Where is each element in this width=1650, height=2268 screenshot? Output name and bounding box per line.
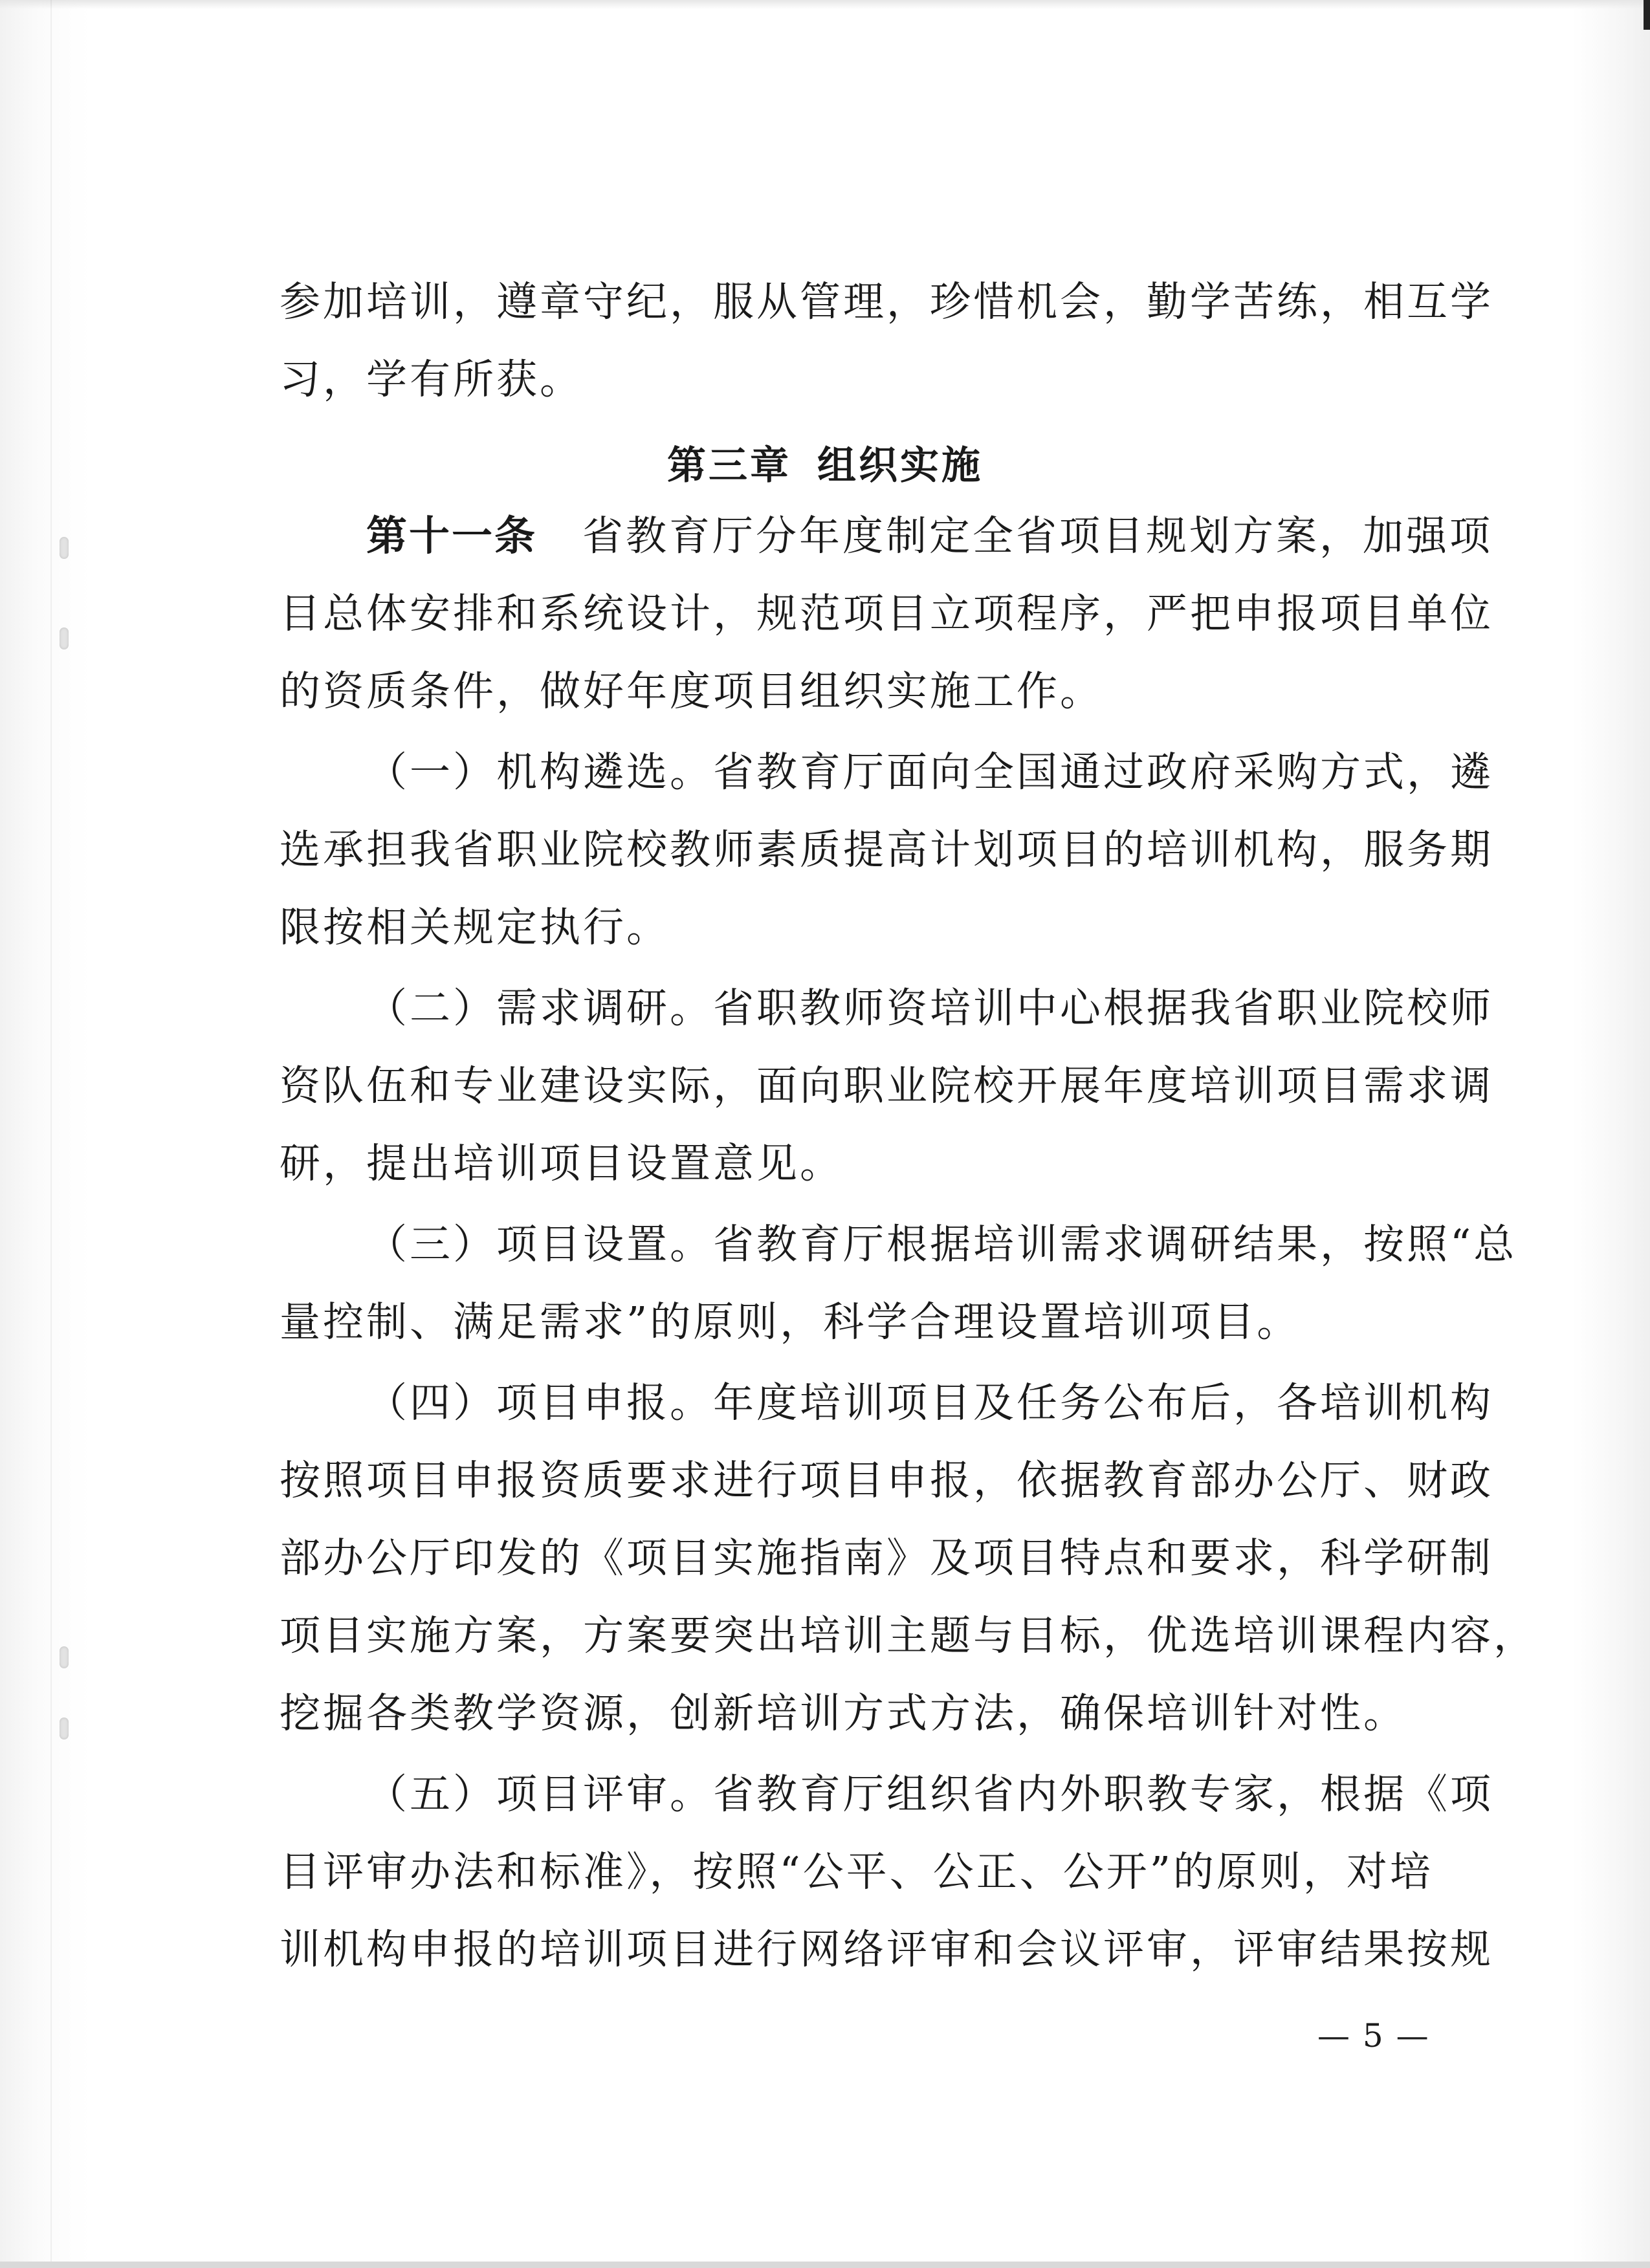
text-line: 目总体安排和系统设计，规范项目立项程序，严把申报项目单位: [280, 590, 1493, 637]
scan-top-shadow: [0, 0, 1650, 9]
text-line: 按照项目申报资质要求进行项目申报，依据教育部办公厅、财政: [280, 1457, 1493, 1504]
text-line: 资队伍和专业建设实际，面向职业院校开展年度培训项目需求调: [280, 1062, 1493, 1109]
scan-bottom-edge: [0, 2262, 1650, 2268]
binding-hole: [60, 1717, 69, 1739]
item-first-line: （二）需求调研。省职教师资培训中心根据我省职业院校师: [366, 985, 1493, 1032]
chapter-number: 第三章: [667, 443, 791, 488]
text-line: 选承担我省职业院校教师素质提高计划项目的培训机构，服务期: [280, 826, 1493, 873]
text-line: 部办公厅印发的《项目实施指南》及项目特点和要求，科学研制: [280, 1534, 1493, 1582]
text-line: 训机构申报的培训项目进行网络评审和会议评审，评审结果按规: [280, 1926, 1493, 1973]
binding-crease: [50, 0, 52, 2268]
text-line: 习，学有所获。: [280, 356, 583, 403]
article-first-line: [366, 514, 1570, 558]
binding-hole: [60, 537, 69, 559]
text-line: 项目实施方案，方案要突出培训主题与目标，优选培训课程内容，: [280, 1612, 1537, 1659]
text-line: 参加培训，遵章守纪，服从管理，珍惜机会，勤学苦练，相互学: [280, 278, 1493, 325]
chapter-name: 组织实施: [817, 443, 983, 488]
binding-hole: [60, 1646, 69, 1668]
text-line: 研，提出培训项目设置意见。: [280, 1140, 843, 1187]
scan-corner-mark: [1644, 0, 1650, 30]
item-first-line: （四）项目申报。年度培训项目及任务公布后，各培训机构: [366, 1379, 1493, 1426]
chapter-heading: [0, 435, 1650, 490]
item-first-line: （三）项目设置。省教育厅根据培训需求调研结果，按照“总: [366, 1221, 1517, 1268]
article-text: 省教育厅分年度制定全省项目规划方案，加强项: [582, 512, 1493, 560]
binding-hole: [60, 627, 69, 649]
text-line: 限按相关规定执行。: [280, 904, 670, 951]
item-first-line: （五）项目评审。省教育厅组织省内外职教专家，根据《项: [366, 1771, 1493, 1818]
article-label: 第十一条: [366, 512, 537, 560]
text-line: 挖掘各类教学资源，创新培训方式方法，确保培训针对性。: [280, 1690, 1407, 1737]
item-first-line: （一）机构遴选。省教育厅面向全国通过政府采购方式，遴: [366, 748, 1493, 796]
page-number: — 5 —: [1317, 2017, 1430, 2055]
text-line: 目评审办法和标准》，按照“公平、公正、公开”的原则，对培: [280, 1848, 1433, 1895]
text-line: 的资质条件，做好年度项目组织实施工作。: [280, 668, 1103, 715]
text-line: 量控制、满足需求”的原则，科学合理设置培训项目。: [280, 1298, 1301, 1346]
